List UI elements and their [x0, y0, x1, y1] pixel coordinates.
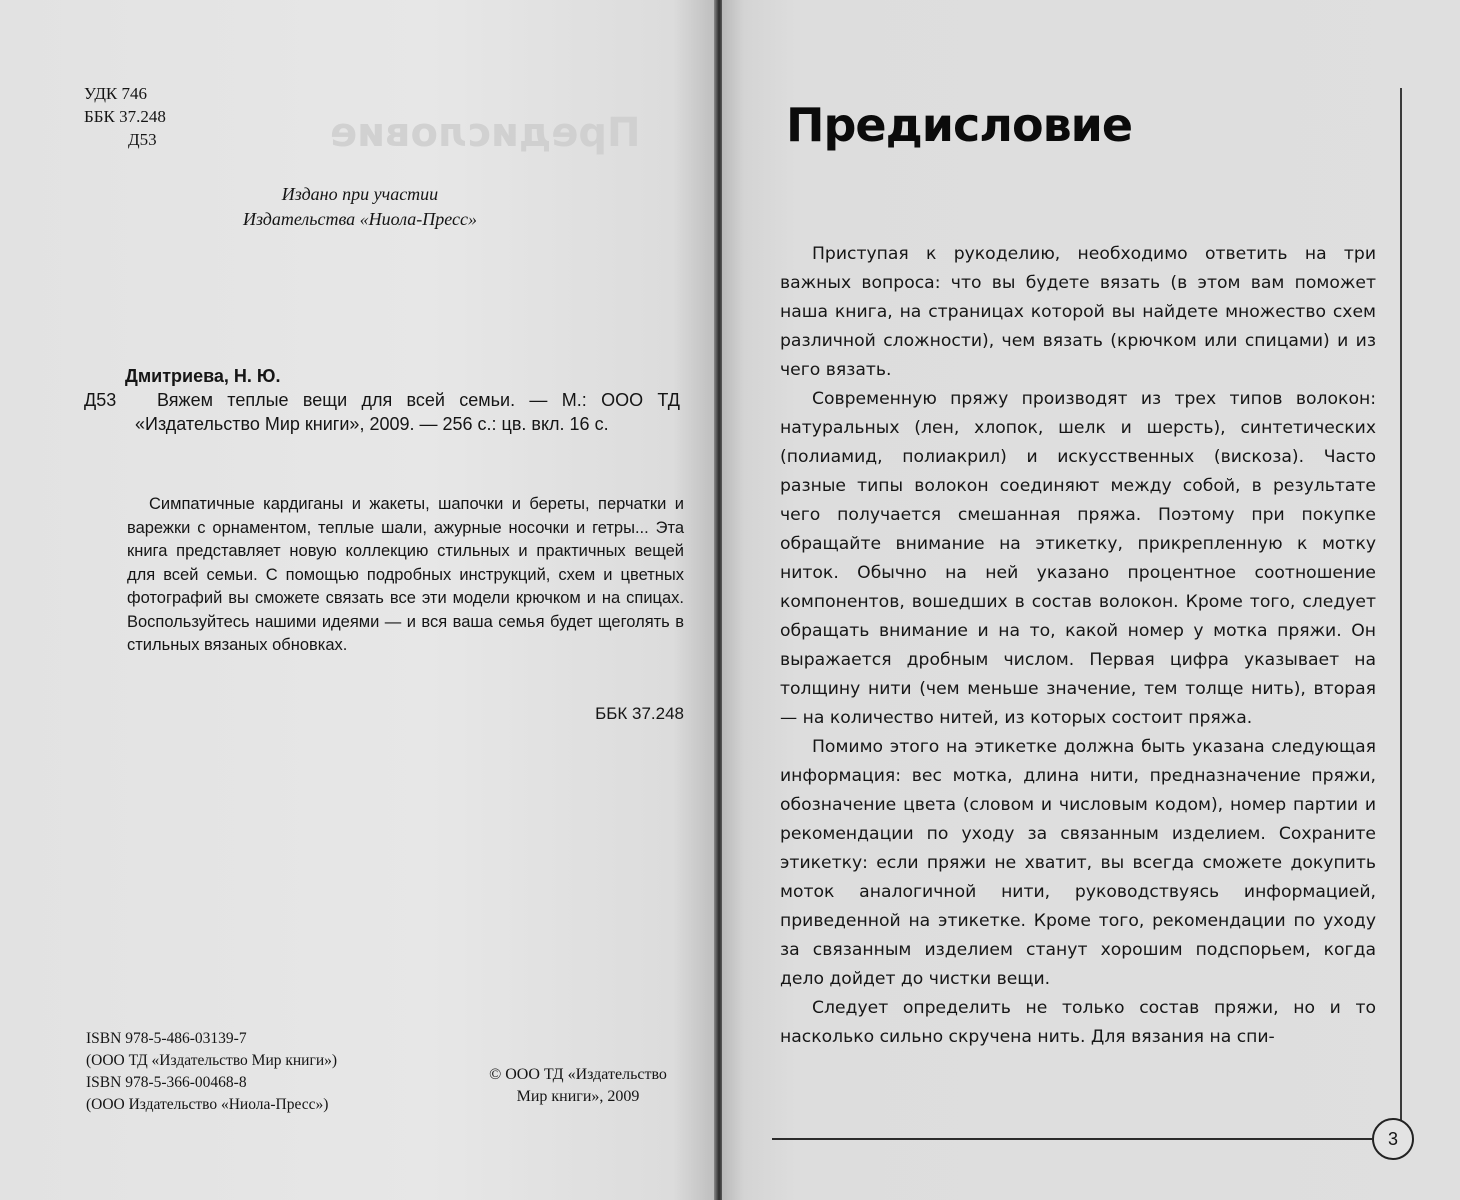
author-cipher: Д53: [128, 130, 157, 149]
udk-code: УДК 746: [84, 84, 148, 103]
right-page: [722, 0, 1460, 1200]
classification-codes: [84, 82, 166, 151]
footer-rule: [772, 1138, 1372, 1140]
preface-paragraph: Помимо этого на этикетке должна быть указана следующая информация: вес мотка, длина нити, предназначение пряжи, обозначение цвета (словом и числовым кодом), номер партии и рекомендации по уходу за связанным изделием. Сохраните этикетку: если пряжи не хватит, вы всегда сможете докупить моток аналогичной нити, руководствуясь информацией, приведенной на этикетке. Кроме того, рекомендации по уходу за связанным изделием станут хорошим подспорьем, когда дело дойдет до чистки вещи.: [780, 737, 1376, 989]
publisher-note: [200, 182, 520, 232]
preface-body: [780, 240, 1376, 1052]
bbk-code-right: ББК 37.248: [595, 704, 684, 723]
chapter-title: Предисловие: [786, 98, 1133, 152]
copyright-line2: Мир книги», 2009: [516, 1088, 640, 1105]
isbn-publisher-line: (ООО ТД «Издательство Мир книги»): [86, 1052, 338, 1069]
preface-paragraph: Следует определить не только состав пряжи, но и то насколько сильно скручена нить. Для вязания на спи-: [780, 998, 1376, 1047]
publisher-note-line2: Издательства «Ниола-Пресс»: [243, 209, 477, 229]
margin-rule: [1400, 88, 1402, 1138]
show-through-title: Предисловие: [330, 110, 641, 156]
bbk-code: ББК 37.248: [84, 107, 166, 126]
publisher-note-line1: Издано при участии: [281, 184, 439, 204]
isbn-block: [86, 1028, 337, 1116]
bibliography-author: Дмитриева, Н. Ю.: [125, 366, 281, 386]
copyright-notice: [468, 1064, 688, 1108]
preface-paragraph: Современную пряжу производят из трех типов волокон: натуральных (лен, хлопок, шелк и шерсть), синтетических (полиамид, полиакрил) и искусственных (вискоза). Часто разные типы волокон соединяют между собой, в результате чего получается смешанная пряжа. Поэтому при покупке обращайте внимание на этикетку, прикрепленную к мотку ниток. Обычно на ней указано процентное соотношение компонентов, вошедших в состав волокон. Кроме того, следует обращать внимание и на то, какой номер у мотка пряжи. Он выражается дробным числом. Первая цифра указывает на толщину нити (чем меньше значение, тем толще нить), вторая — на количество нитей, из которых состоит пряжа.: [780, 389, 1376, 728]
book-annotation: Симпатичные кардиганы и жакеты, шапочки и береты, перчатки и варежки с орнаментом, теплые шали, ажурные носочки и гетры... Эта книга представляет новую коллекцию стильных и практичных вещей для всей семьи. С помощью подробных инструкций, схем и цветных фотографий вы сможете связать все эти модели крючком и на спицах. Воспользуйтесь нашими идеями — и вся ваша семья будет щеголять в стильных вязаных обновках.: [127, 495, 684, 654]
isbn-line: ISBN 978-5-486-03139-7: [86, 1030, 247, 1047]
bibliography-description: Вяжем теплые вещи для всей семьи. — М.: ООО ТД «Издательство Мир книги», 2009. — 256 с.: цв. вкл. 16 с.: [135, 390, 680, 434]
copyright-line1: © ООО ТД «Издательство: [489, 1066, 667, 1083]
preface-paragraph: Приступая к рукоделию, необходимо ответить на три важных вопроса: что вы будете вязать (в этом вам поможет наша книга, на страницах которой вы найдете множество схем различной сложности), чем вязать (крючком или спицами) и из чего вязать.: [780, 244, 1376, 380]
left-page: [0, 0, 716, 1200]
isbn-line: ISBN 978-5-366-00468-8: [86, 1074, 247, 1091]
bibliography-cipher: Д53: [84, 390, 117, 410]
isbn-publisher-line: (ООО Издательство «Ниола-Пресс»): [86, 1096, 329, 1113]
page-number: 3: [1372, 1118, 1414, 1160]
